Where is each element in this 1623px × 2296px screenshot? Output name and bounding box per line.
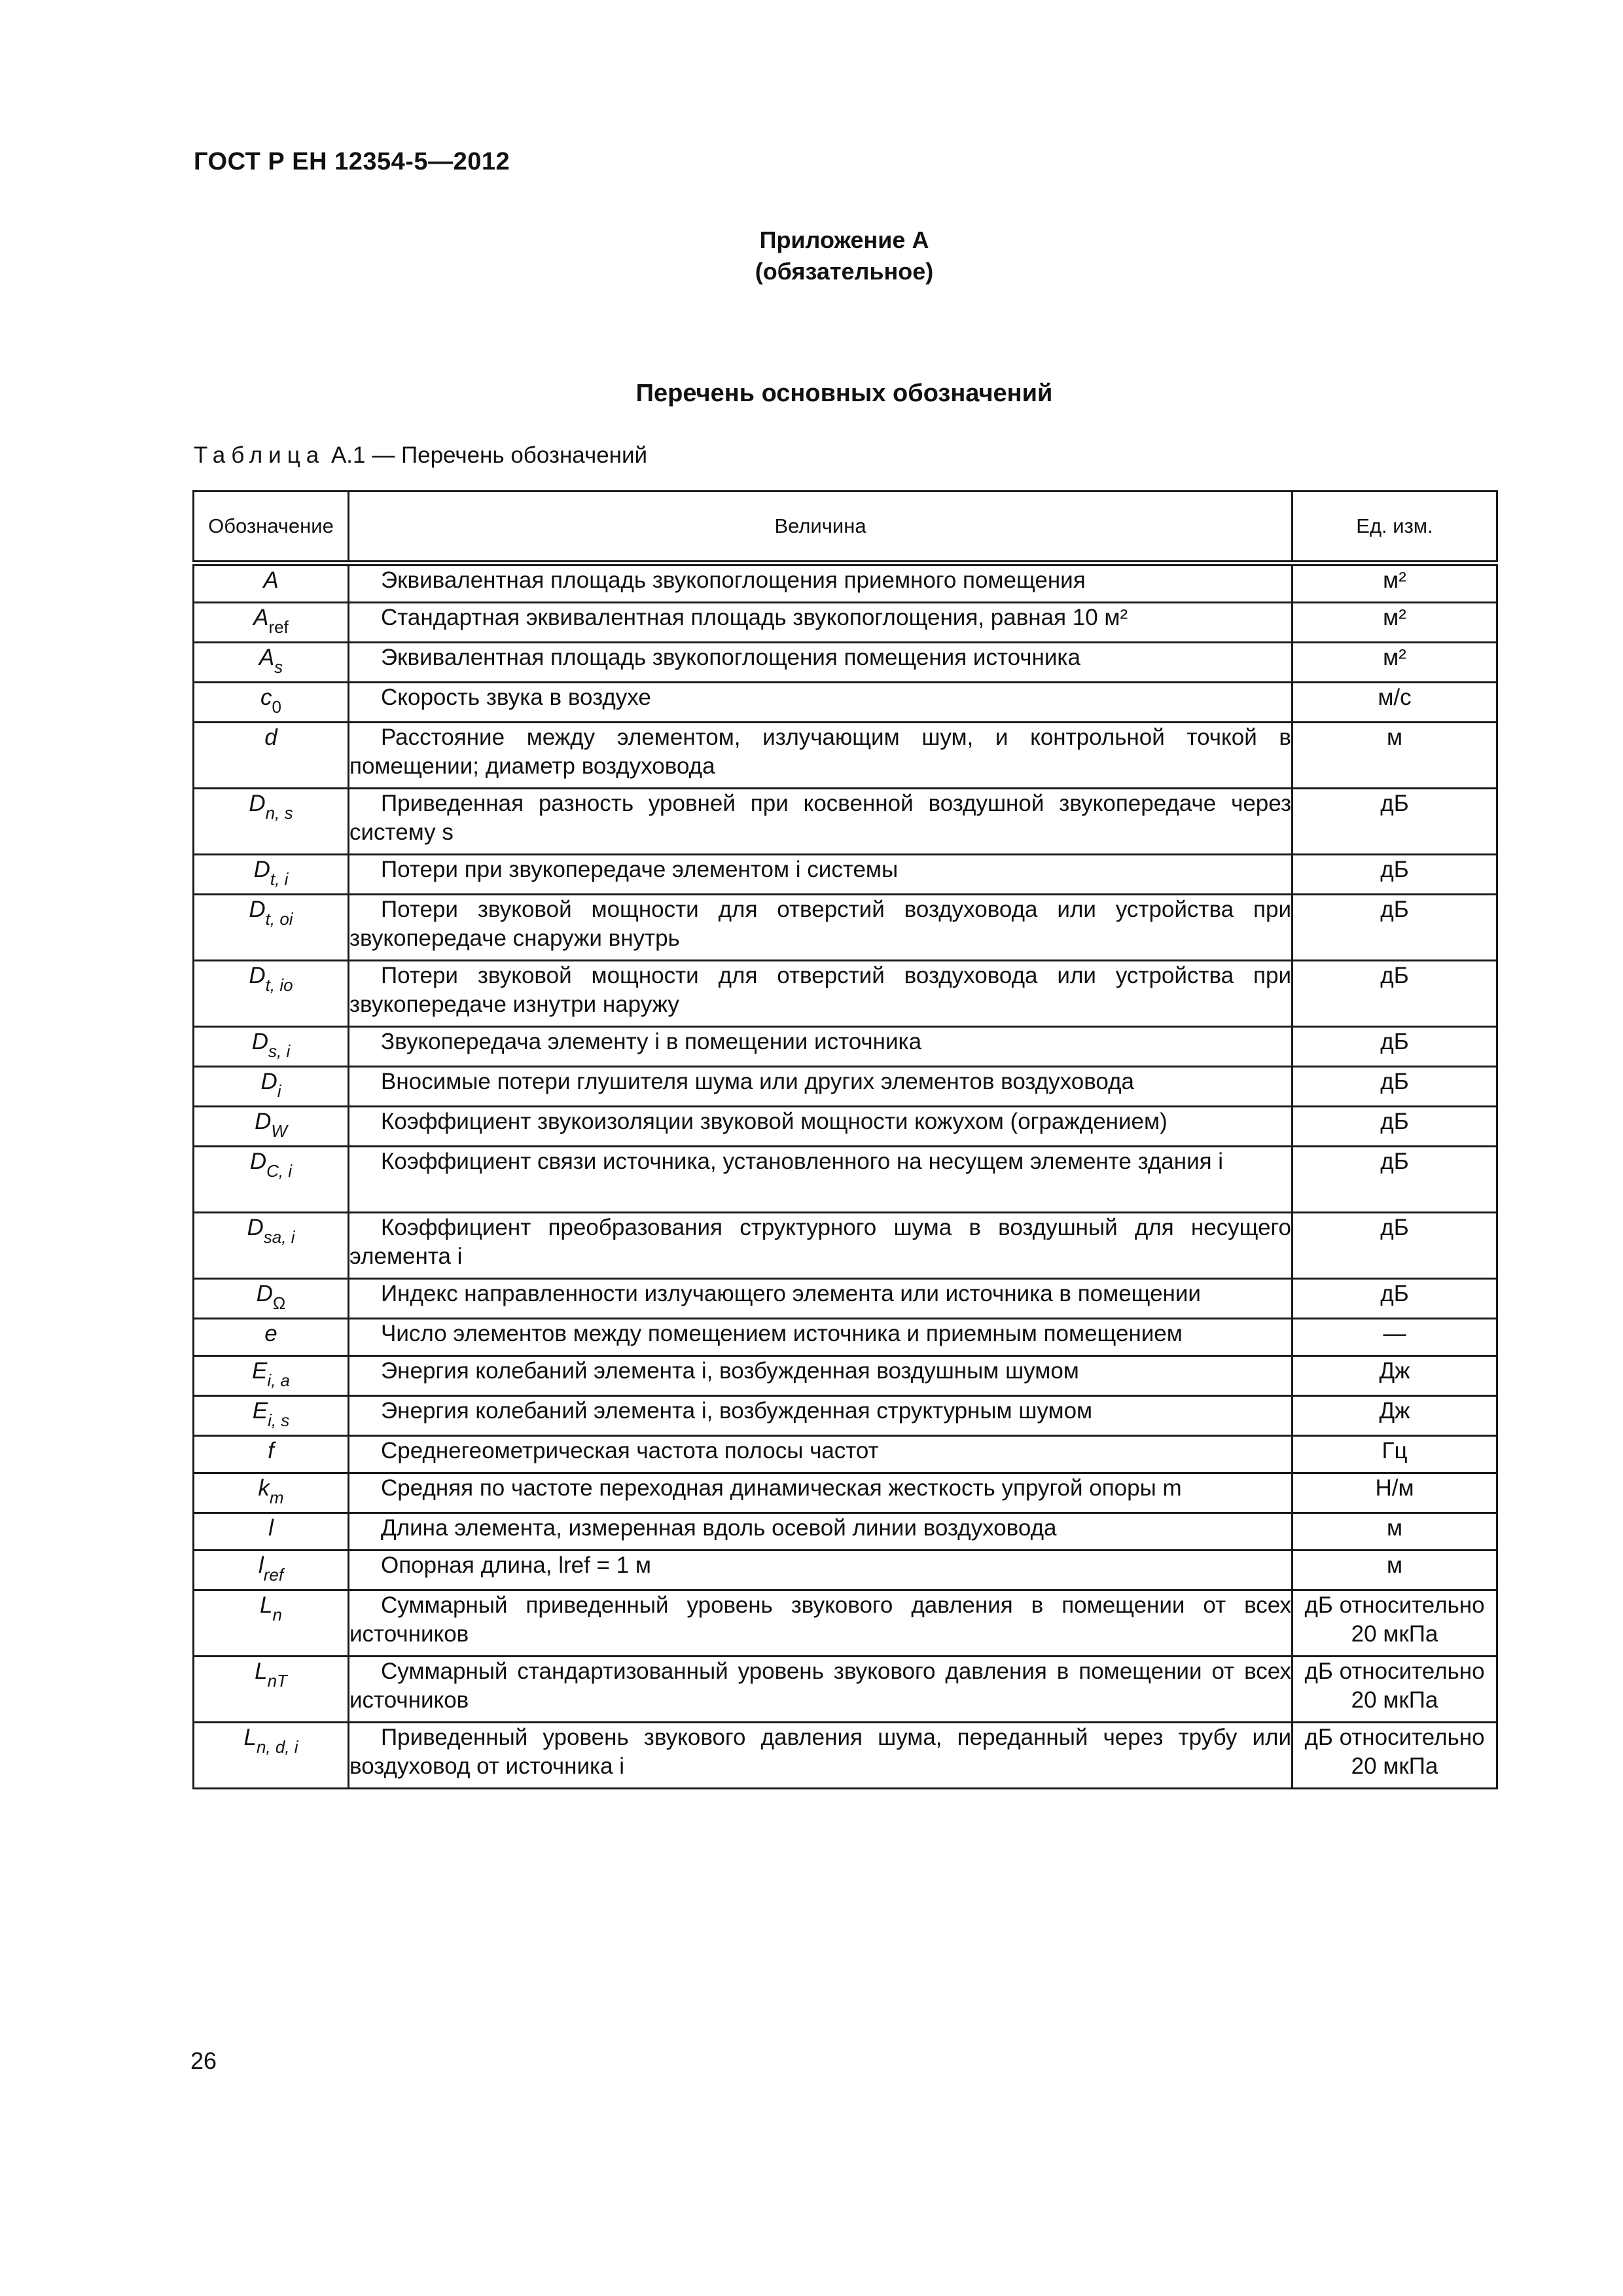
column-header-symbol: Обозначение [194,492,349,564]
unit-cell: дБ [1293,1147,1497,1213]
table-row [194,603,1497,643]
quantity-cell: Вносимые потери глушителя шума или других элементов воздуховода [349,1067,1293,1107]
symbol-cell [194,1067,349,1107]
column-header-unit: Ед. изм. [1293,492,1497,564]
unit-cell: м² [1293,603,1497,643]
symbol-base: D [253,857,270,882]
table-header-row [194,492,1497,564]
quantity-cell: Опорная длина, lref = 1 м [349,1551,1293,1590]
symbol-subscript: n, s [265,803,293,823]
symbol-cell [194,1513,349,1551]
symbol-subscript: t, io [265,975,293,995]
table-row [194,789,1497,855]
symbol-subscript: i, s [268,1410,290,1430]
unit-cell: Дж [1293,1356,1497,1396]
unit-cell: дБ относительно 20 мкПа [1293,1657,1497,1723]
quantity-cell: Эквивалентная площадь звукопоглощения приемного помещения [349,564,1293,603]
symbol-base: D [249,791,266,816]
quantity-cell: Суммарный стандартизованный уровень звукового давления в помещении от всех источников [349,1657,1293,1723]
symbol-cell [194,1147,349,1213]
quantity-cell: Энергия колебаний элемента i, возбужденная воздушным шумом [349,1356,1293,1396]
symbol-subscript: n [272,1605,282,1624]
table-row [194,1436,1497,1473]
unit-cell: — [1293,1319,1497,1356]
symbol-cell [194,1657,349,1723]
symbol-base: L [255,1659,268,1684]
table-row [194,1356,1497,1396]
quantity-cell: Потери звуковой мощности для отверстий воздуховода или устройства при звукопередаче изнутри наружу [349,961,1293,1027]
quantity-cell: Индекс направленности излучающего элемента или источника в помещении [349,1279,1293,1319]
appendix-status: (обязательное) [755,258,934,285]
symbol-cell [194,961,349,1027]
symbol-cell [194,789,349,855]
unit-cell: дБ [1293,961,1497,1027]
symbol-base: D [249,1149,267,1174]
table-body [194,564,1497,1789]
symbol-subscript: i, a [267,1371,291,1390]
symbol-base: D [249,897,266,922]
table-row [194,1551,1497,1590]
symbol-cell [194,1027,349,1067]
unit-cell: м [1293,1513,1497,1551]
section-title: Перечень основных обозначений [635,380,1053,407]
quantity-cell: Коэффициент преобразования структурного шума в воздушный для несущего элемента i [349,1213,1293,1279]
quantity-cell: Потери звуковой мощности для отверстий воздуховода или устройства при звукопередаче снаружи внутрь [349,895,1293,961]
unit-cell: м [1293,1551,1497,1590]
table-row [194,643,1497,683]
symbol-base: D [256,1281,273,1306]
symbol-base: A [253,605,269,630]
table-row [194,1723,1497,1789]
symbol-base: l [268,1515,274,1541]
table-row [194,1279,1497,1319]
table-row [194,564,1497,603]
symbol-cell [194,683,349,723]
quantity-cell: Приведенный уровень звукового давления шума, переданный через трубу или воздуховод от источника i [349,1723,1293,1789]
symbol-subscript: i [277,1081,281,1101]
quantity-cell: Энергия колебаний элемента i, возбужденная структурным шумом [349,1396,1293,1436]
symbol-cell [194,1590,349,1657]
quantity-cell: Расстояние между элементом, излучающим шум, и контрольной точкой в помещении; диаметр воздуховода [349,723,1293,789]
symbol-base: D [255,1109,272,1134]
symbol-subscript: W [271,1121,287,1141]
table-row [194,961,1497,1027]
symbol-subscript: m [269,1488,284,1507]
symbol-base: A [259,645,275,670]
appendix-title: Приложение А [759,226,929,253]
quantity-cell: Стандартная эквивалентная площадь звукопоглощения, равная 10 м² [349,603,1293,643]
symbol-base: D [251,1029,269,1054]
table-caption-text: А.1 — Перечень обозначений [325,442,648,468]
symbol-cell [194,603,349,643]
symbol-subscript: sa, i [263,1227,295,1247]
unit-cell: дБ [1293,789,1497,855]
quantity-cell: Суммарный приведенный уровень звукового давления в помещении от всех источников [349,1590,1293,1657]
unit-cell: дБ [1293,895,1497,961]
symbol-base: L [243,1725,257,1750]
symbol-subscript: s, i [268,1041,291,1061]
symbol-base: D [249,963,266,988]
unit-cell: м/с [1293,683,1497,723]
symbol-subscript: Ω [272,1293,286,1313]
symbol-subscript: n, d, i [256,1737,298,1757]
table-row [194,1147,1497,1213]
unit-cell: дБ относительно 20 мкПа [1293,1723,1497,1789]
symbol-base: f [268,1438,274,1463]
symbol-cell [194,564,349,603]
table-row [194,1319,1497,1356]
symbol-cell [194,723,349,789]
symbol-cell [194,1279,349,1319]
unit-cell: дБ [1293,1027,1497,1067]
unit-cell: Гц [1293,1436,1497,1473]
quantity-cell: Приведенная разность уровней при косвенной воздушной звукопередаче через систему s [349,789,1293,855]
table-caption-label: Таблица [194,442,325,468]
unit-cell: Дж [1293,1396,1497,1436]
symbol-cell [194,1473,349,1513]
unit-cell: дБ [1293,1279,1497,1319]
symbol-subscript: 0 [272,697,281,717]
table-row [194,1027,1497,1067]
unit-cell: дБ [1293,1213,1497,1279]
symbol-cell [194,643,349,683]
unit-cell: дБ относительно 20 мкПа [1293,1590,1497,1657]
symbol-subscript: nT [267,1671,287,1691]
quantity-cell: Число элементов между помещением источника и приемным помещением [349,1319,1293,1356]
symbol-base: D [260,1069,277,1094]
symbol-cell [194,895,349,961]
table-row [194,683,1497,723]
page-number: 26 [190,2047,217,2074]
symbol-base: c [260,685,272,710]
symbol-base: l [258,1552,264,1578]
symbol-cell [194,1213,349,1279]
quantity-cell: Коэффициент связи источника, установленного на несущем элементе здания i [349,1147,1293,1213]
quantity-cell: Звукопередача элементу i в помещении источника [349,1027,1293,1067]
symbol-cell [194,1551,349,1590]
quantity-cell: Средняя по частоте переходная динамическая жесткость упругой опоры m [349,1473,1293,1513]
symbol-cell [194,1396,349,1436]
table-row [194,1513,1497,1551]
symbol-subscript: C, i [266,1161,293,1181]
symbol-cell [194,1436,349,1473]
appendix-heading [0,224,1623,287]
quantity-cell: Среднегеометрическая частота полосы частот [349,1436,1293,1473]
symbol-subscript: t, oi [265,909,293,929]
table-row [194,1473,1497,1513]
symbol-cell [194,855,349,895]
symbol-base: D [247,1215,264,1240]
quantity-cell: Потери при звукопередаче элементом i системы [349,855,1293,895]
symbol-base: A [263,567,279,593]
quantity-cell: Длина элемента, измеренная вдоль осевой линии воздуховода [349,1513,1293,1551]
document-code: ГОСТ Р ЕН 12354-5—2012 [194,148,510,175]
quantity-cell: Скорость звука в воздухе [349,683,1293,723]
table-row [194,1107,1497,1147]
unit-cell: дБ [1293,1067,1497,1107]
unit-cell: Н/м [1293,1473,1497,1513]
symbol-base: E [252,1398,268,1424]
symbol-base: E [251,1358,268,1384]
symbol-base: d [264,725,277,750]
quantity-cell: Коэффициент звукоизоляции звуковой мощности кожухом (ограждением) [349,1107,1293,1147]
unit-cell: дБ [1293,1107,1497,1147]
symbol-cell [194,1319,349,1356]
symbol-base: k [258,1475,270,1501]
symbol-subscript: ref [268,617,289,637]
unit-cell: м² [1293,643,1497,683]
table-row [194,1657,1497,1723]
unit-cell: м [1293,723,1497,789]
symbol-cell [194,1107,349,1147]
symbol-cell [194,1723,349,1789]
symbol-cell [194,1356,349,1396]
unit-cell: м² [1293,564,1497,603]
table-caption [194,442,647,469]
table-row [194,723,1497,789]
table-row [194,855,1497,895]
quantity-cell: Эквивалентная площадь звукопоглощения помещения источника [349,643,1293,683]
table-row [194,1067,1497,1107]
table-row [194,1590,1497,1657]
symbol-subscript: ref [263,1565,284,1585]
symbol-base: L [260,1592,273,1618]
column-header-quantity: Величина [349,492,1293,564]
unit-cell: дБ [1293,855,1497,895]
symbols-table [192,490,1498,1789]
table-row [194,1396,1497,1436]
table-row [194,1213,1497,1279]
symbol-subscript: s [274,657,283,677]
symbol-subscript: t, i [270,869,289,889]
symbol-base: e [264,1321,277,1346]
table-row [194,895,1497,961]
